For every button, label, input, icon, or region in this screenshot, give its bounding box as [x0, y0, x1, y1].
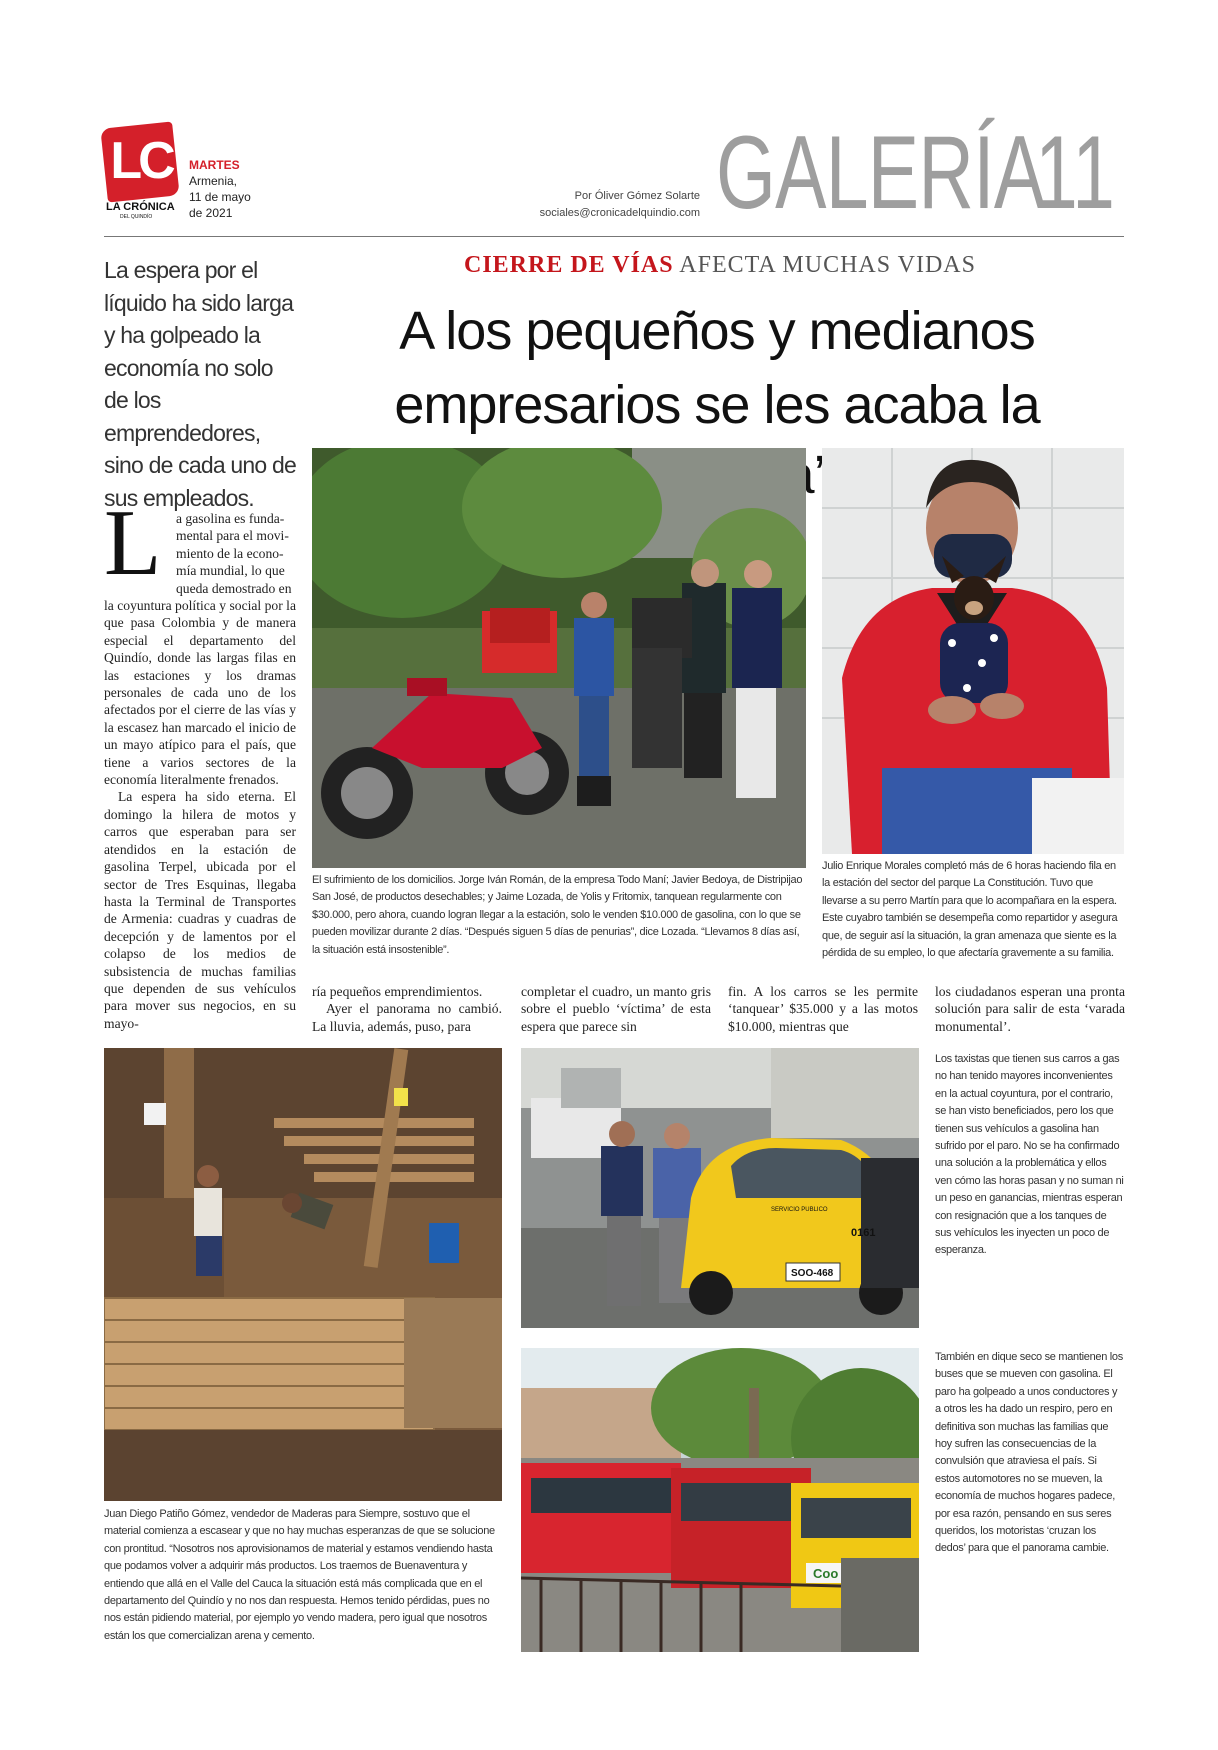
taxi-service: SERVICIO PUBLICO — [771, 1207, 828, 1213]
photo-taxi-line — [521, 1048, 919, 1328]
caption-man-with-dog: Julio Enrique Morales completó más de 6 horas haciendo fila en la estación del sector del parque La Constitución. Tuvo que llevarse a su perro Martín para que lo acompañara en la espera. Este cuyabro también se desempeña como repartidor y asegura que, de seguir así la situación, la gran amenaza que siente es la pérdida de su empleo, lo que afectaría gravemente a su familia. — [822, 860, 1118, 960]
date-day: MARTES — [189, 158, 240, 172]
kicker-red: CIERRE DE VÍAS — [464, 252, 674, 278]
lead-lines — [176, 510, 296, 597]
body-column-5: los ciudadanos esperan una pronta solución para salir de esta ‘varada monumental’. — [935, 984, 1125, 1034]
photo-parked-buses — [521, 1348, 919, 1652]
dropcap: L — [104, 491, 162, 595]
photo-man-with-dog — [822, 448, 1124, 854]
taxi-plate: SOO-468 — [791, 1268, 834, 1279]
deck: La espera por el líquido ha sido larga y ha golpeado la economía no solo de los emprendedores, sino de cada uno de sus empleados. — [104, 257, 296, 511]
caption-motorcycles: El sufrimiento de los domicilios. Jorge Iván Román, de la empresa Todo Maní; Javier Bedoya, de Distripijao San José, de productos desechables; y Jaime Lozada, de Yolis y Fritomix, tanquean regularmente con $30.000, pero ahora, cuando logran llegar a la estación, solo le venden $10.000 de gasolina, con lo que se pueden movilizar durante 2 días. “Después siguen 5 días de penurias”, dice Lozada. “Llevamos 8 días así, la situación está insostenible”. — [312, 874, 803, 956]
header-rule — [104, 236, 1124, 237]
byline-email: sociales@cronicadelquindio.com — [539, 207, 700, 219]
date-city: Armenia, — [189, 174, 238, 188]
caption-lumber-shop: Juan Diego Patiño Gómez, vendedor de Maderas para Siempre, sostuvo que el material comienza a escasear y que no hay muchas esperanzas de que se solucione con prontitud. “Nosotros nos aprovisionamos de material y estamos vendiendo hasta que podamos volver a adquirir más productos. Los traemos de Buenaventura y entiendo que allá en el Valle del Cauca la situación está más complicada que en el departamento del Quindío y no nos dan respuesta. Hemos tenido pérdidas, pues no nos están pidiendo material, por ejemplo yo vendo madera, pero igual que nosotros están los que comercializan arena y cemento. — [104, 1508, 495, 1642]
logo-subtitle: DEL QUINDÍO — [120, 214, 153, 220]
date-day-month: 11 de mayo — [189, 190, 251, 204]
logo-letters: LC — [110, 132, 172, 190]
section-title: GALERÍA — [716, 115, 1045, 231]
logo-name: LA CRÓNICA — [106, 201, 175, 213]
date-year: de 2021 — [189, 206, 233, 220]
page-number: 11 — [1035, 115, 1115, 231]
body-column-2 — [312, 983, 502, 1035]
taxi-number: 0161 — [851, 1227, 876, 1239]
body-paragraph: ría pequeños emprendimientos. — [312, 984, 483, 999]
body-column-3: completar el cuadro, un manto gris sobre el pueblo ‘víctima’ de esta espera que parece sin — [521, 984, 711, 1034]
caption-taxi-line: Los taxistas que tienen sus carros a gas no han tenido mayores inconvenientes en la actual coyuntura, por el contrario, se han visto beneficiados, pero los que tienen sus vehículos a gasolina han sufrido por el paro. No se ha confirmado una solución a la problemática y ellos ven cómo las horas pasan y no suman ni un peso en ganancias, mientras esperan con resignación que a los tanques de sus vehículos les inyecten un poco de esperanza. — [935, 1053, 1124, 1257]
byline-author: Por Óliver Gómez Solarte — [574, 190, 700, 202]
photo-motorcycles — [312, 448, 806, 868]
body-paragraph: Ayer el panorama no cambió. La lluvia, además, puso, para — [312, 1001, 502, 1034]
headline-line-1: A los pequeños y medianos — [399, 301, 1035, 361]
body-paragraph: La espera ha sido eterna. El domingo la hilera de motos y carros que esperaban para ser atendidos en la estación de gasolina Terpel, ubicada por el sector de Tres Esquinas, llegaba hasta la Terminal de Transportes de Armenia: cuadras y cuadras de decepción y de lamentos por el colapso de los medios de subsistencia de muchas familias que dependen de sus vehículos para mover sus negocios, en su mayo- — [104, 789, 296, 1031]
lead-line: queda demostrado en — [176, 580, 292, 596]
lead-line: a gasolina es funda- — [176, 511, 285, 526]
headline-line-2: empresarios se les acaba la — [394, 375, 1040, 435]
lead-line: miento de la econo- — [176, 545, 284, 561]
kicker-gray: AFECTA MUCHAS VIDAS — [679, 252, 976, 278]
bus-sign: Coo — [813, 1566, 839, 1581]
caption-parked-buses: También en dique seco se mantienen los buses que se mueven con gasolina. El paro ha golpeado a unos conductores y a otros les ha dado un respiro, pero en definitiva son muchas las familias que hoy sufren las consecuencias de la convulsión que atraviesa el país. Si estos automotores no se mueven, la economía de muchos hogares padece, por esa razón, pensando en sus seres queridos, los motoristas ‘cruzan los dedos’ para que el panorama cambie. — [935, 1351, 1123, 1555]
kicker — [320, 250, 1120, 280]
body-column-4: fin. A los carros se les permite ‘tanquear’ $35.000 y a las motos $10.000, mientras que — [728, 984, 918, 1034]
lead-line: mental para el movi- — [176, 528, 289, 544]
lead-line: mía mundial, lo que — [176, 563, 285, 579]
photo-lumber-shop — [104, 1048, 502, 1501]
body-paragraph: la coyuntura política y social por la que pasa Colombia y de manera especial el departamento del Quindío, donde las largas filas en las estaciones y los dramas personales de cada uno de los afectados por el cierre de las vías y la escasez han marcado el inicio de un mayo atípico para el país, que tiene a varios sectores de la economía literalmente frenados. — [104, 598, 296, 788]
body-column-1 — [104, 597, 296, 1032]
